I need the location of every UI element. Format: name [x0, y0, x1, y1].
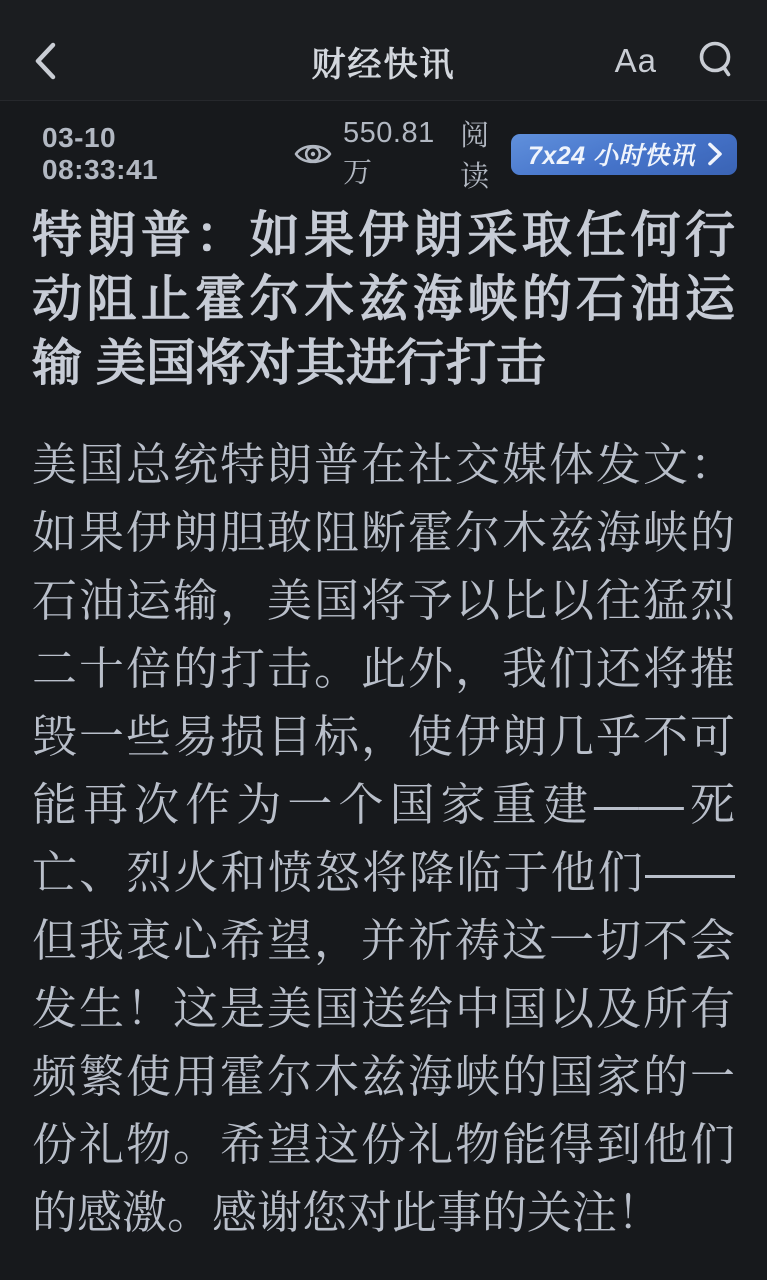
text-line: 输 美国将对其进行打击: [32, 335, 546, 391]
text-line: 动阻止霍尔木兹海峡的石油运: [32, 271, 735, 327]
read-count: [294, 113, 511, 195]
text-line: 能再次作为一个国家重建——死: [32, 779, 735, 830]
eye-icon: [294, 139, 332, 169]
article-body: [32, 431, 735, 1247]
text-line: 美国总统特朗普在社交媒体发文：: [32, 439, 735, 490]
article-meta-row: [42, 117, 737, 193]
live-feed-badge-label: 7x24 小时快讯: [527, 142, 695, 170]
text-line: 频繁使用霍尔木兹海峡的国家的一: [32, 1051, 735, 1102]
text-line: 特朗普：如果伊朗采取任何行: [32, 207, 735, 263]
chevron-right-icon: [707, 141, 723, 167]
search-button[interactable]: [697, 40, 737, 82]
text-line: 发生！这是美国送给中国以及所有: [32, 983, 735, 1034]
text-line: 亡、烈火和愤怒将降临于他们——: [32, 847, 735, 898]
text-line: 份礼物。希望这份礼物能得到他们: [32, 1119, 735, 1170]
article-title: [32, 203, 735, 395]
font-size-button[interactable]: [615, 42, 657, 80]
text-line: 但我衷心希望，并祈祷这一切不会: [32, 915, 735, 966]
text-line: 石油运输，美国将予以比以往猛烈: [32, 575, 735, 626]
text-line: 毁一些易损目标，使伊朗几乎不可: [32, 711, 735, 762]
text-line: 如果伊朗胆敢阻断霍尔木兹海峡的: [32, 507, 735, 558]
live-feed-badge[interactable]: [511, 134, 737, 175]
font-size-label: Aa: [614, 42, 657, 79]
text-line: 二十倍的打击。此外，我们还将摧: [32, 643, 735, 694]
page-title: 财经快讯: [311, 45, 456, 84]
read-count-suffix: 阅读: [460, 120, 490, 193]
chevron-left-icon: [30, 39, 60, 83]
top-navigation-bar: [0, 0, 767, 101]
text-line: 的感激。感谢您对此事的关注！: [32, 1187, 663, 1238]
read-count-value: 550.81万: [343, 117, 435, 189]
article-content: [0, 203, 767, 1247]
back-button[interactable]: [30, 39, 60, 83]
search-icon: [697, 40, 737, 82]
timestamp: 03-10 08:33:41: [42, 122, 159, 185]
